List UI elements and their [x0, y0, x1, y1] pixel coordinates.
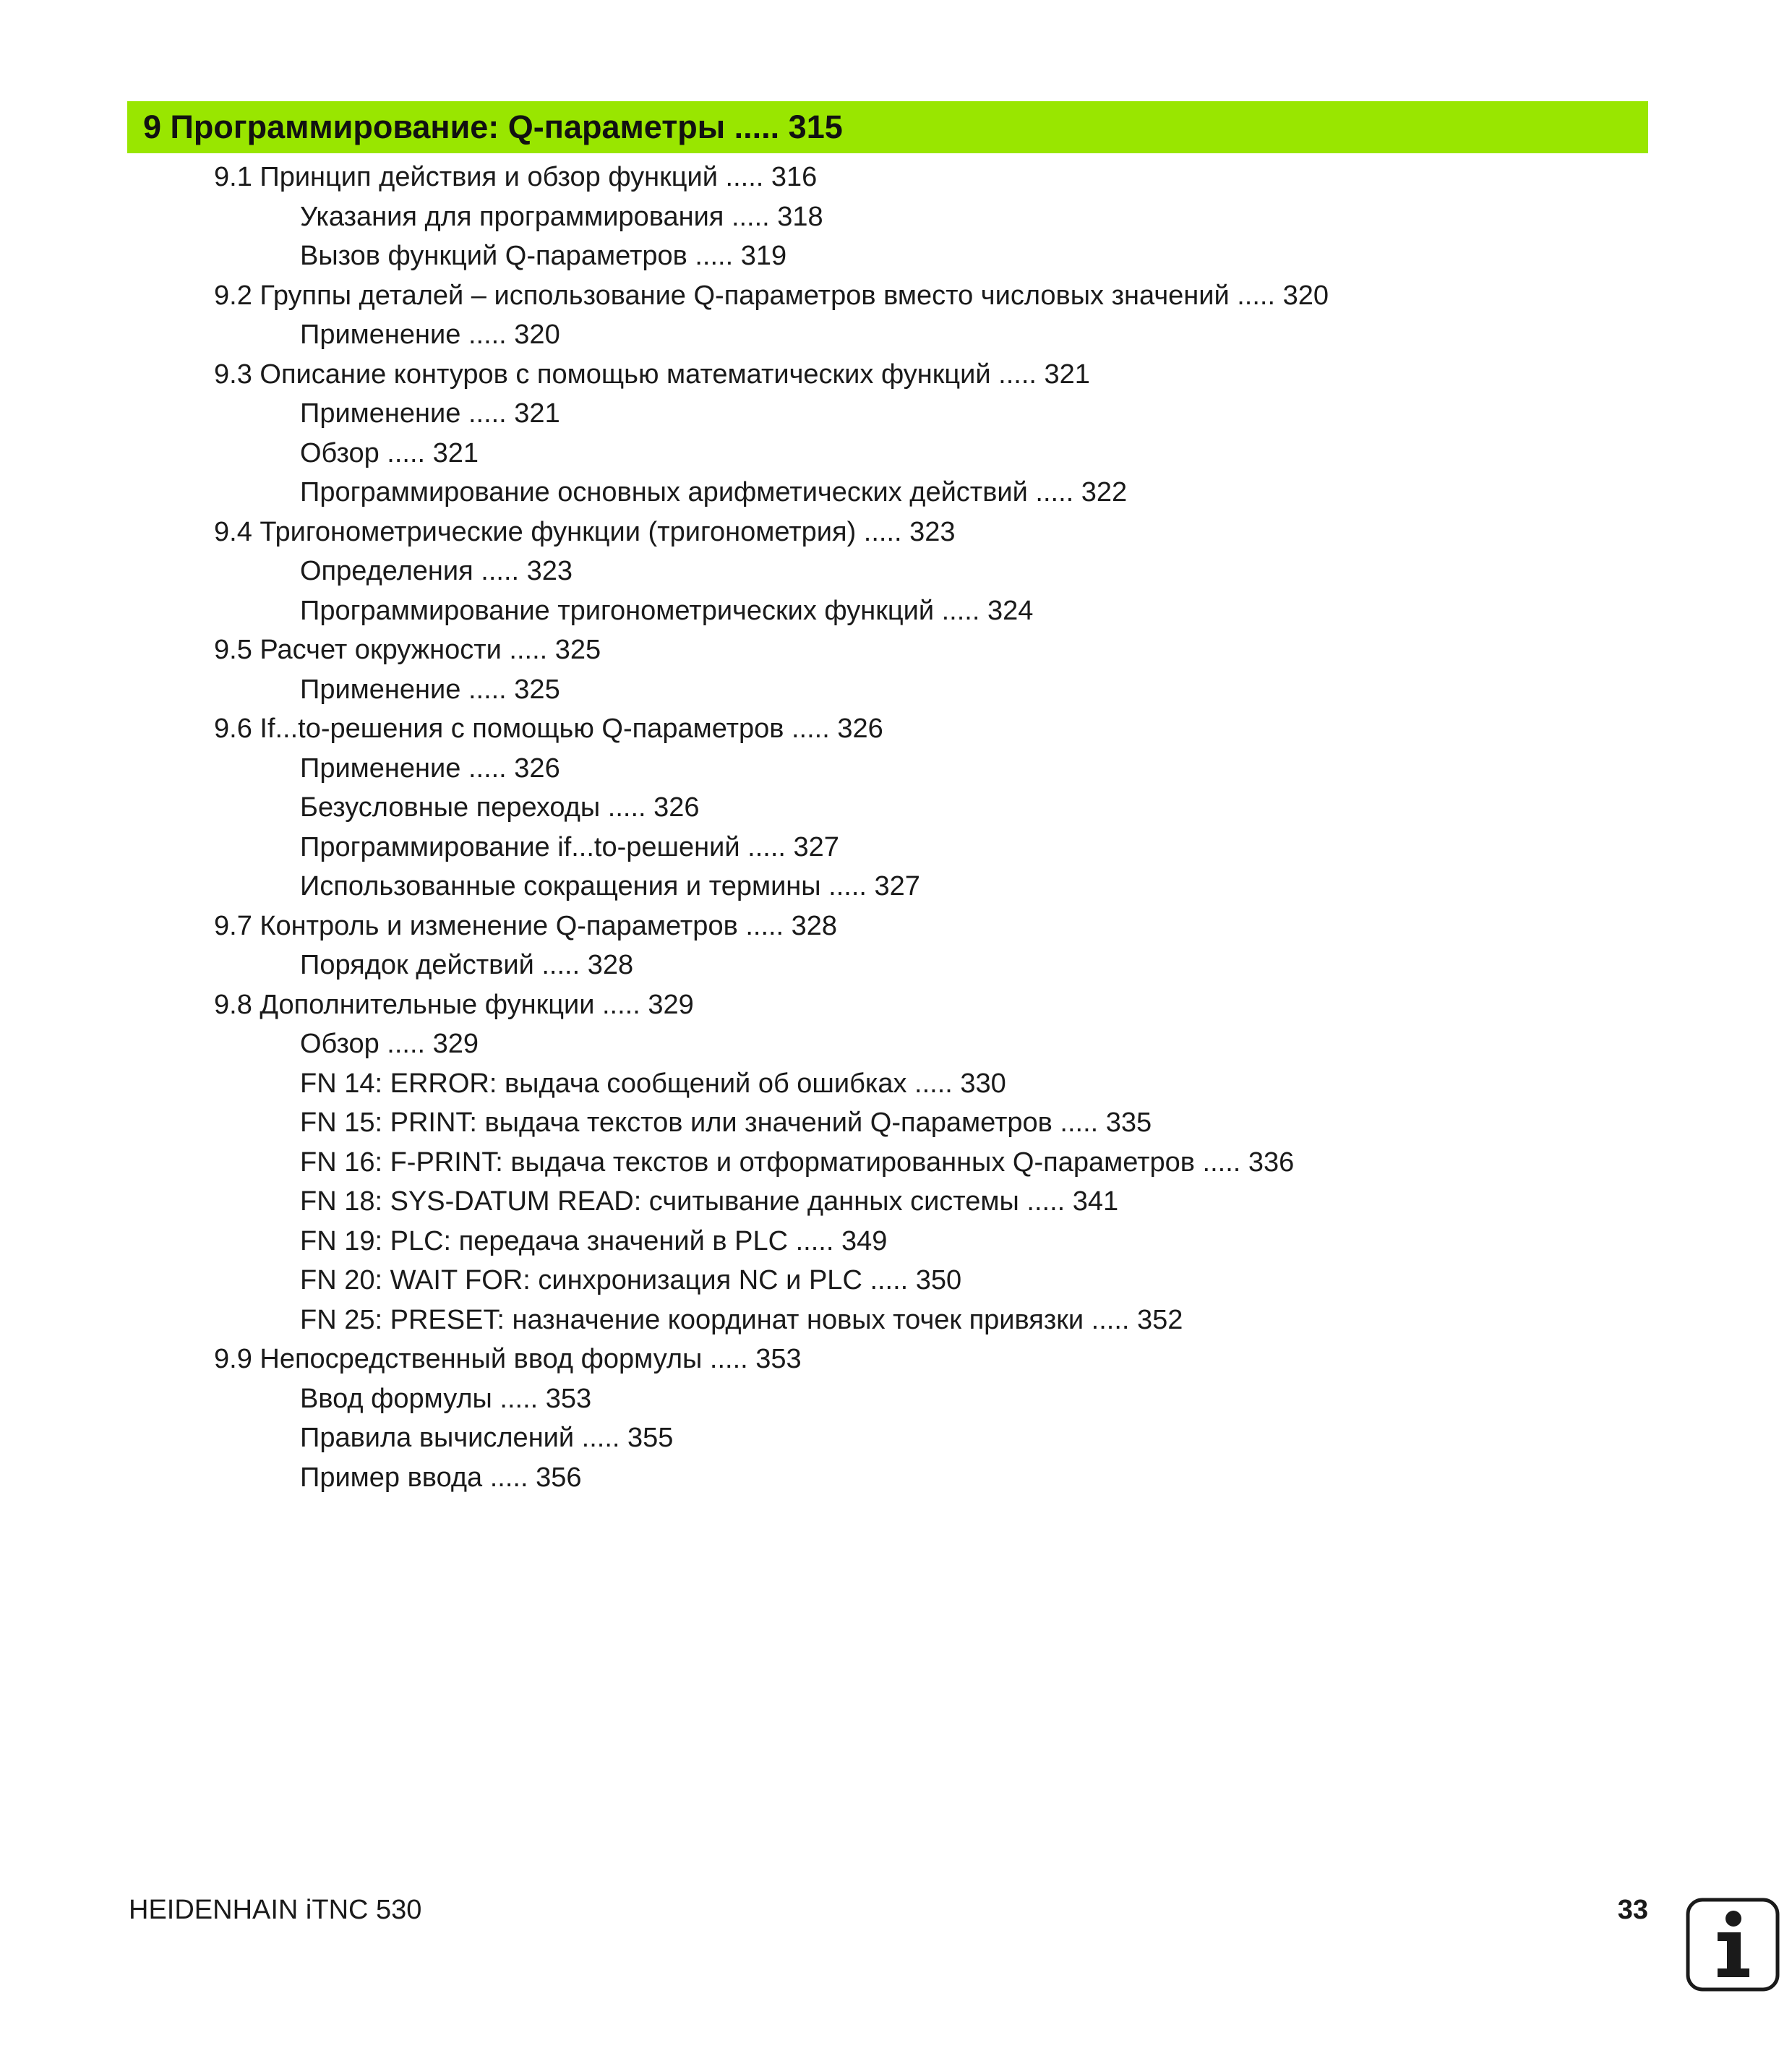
toc-subsection-entry: FN 25: PRESET: назначение координат новых точек привязки ..... 352	[300, 1304, 1183, 1335]
toc-subsection-entry: Применение ..... 326	[300, 753, 560, 784]
toc-section-entry: 9.1 Принцип действия и обзор функций ..... 316	[214, 162, 818, 192]
toc-section-entry: 9.8 Дополнительные функции ..... 329	[214, 989, 694, 1020]
toc-section-entry: 9.5 Расчет окружности ..... 325	[214, 635, 601, 665]
toc-subsection-entry: Программирование if...to-решений ..... 327	[300, 831, 839, 862]
toc-subsection-entry: Порядок действий ..... 328	[300, 950, 634, 980]
chapter-title-banner	[127, 101, 1648, 153]
toc-section-entry: 9.2 Группы деталей – использование Q-параметров вместо числовых значений ..... 320	[214, 280, 1329, 311]
table-of-contents	[0, 158, 1792, 1497]
toc-subsection-entry: FN 19: PLC: передача значений в PLC ..... 349	[300, 1225, 888, 1256]
toc-subsection-entry: Обзор ..... 329	[300, 1029, 479, 1059]
toc-subsection-entry: Применение ..... 325	[300, 674, 560, 705]
toc-subsection-entry: FN 16: F-PRINT: выдача текстов и отформатированных Q-параметров ..... 336	[300, 1147, 1295, 1178]
toc-subsection-entry: Пример ввода ..... 356	[300, 1462, 582, 1493]
toc-section-entry: 9.7 Контроль и изменение Q-параметров ..... 328	[214, 910, 838, 941]
toc-subsection-entry: Применение ..... 321	[300, 398, 560, 429]
footer-brand: HEIDENHAIN iTNC 530	[129, 1895, 422, 1925]
toc-subsection-entry: Указания для программирования ..... 318	[300, 201, 823, 232]
page-number: 33	[1617, 1895, 1648, 1925]
toc-subsection-entry: FN 14: ERROR: выдача сообщений об ошибках ..... 330	[300, 1068, 1006, 1099]
toc-subsection-entry: Безусловные переходы ..... 326	[300, 792, 700, 823]
toc-section-entry: 9.9 Непосредственный ввод формулы ..... 353	[214, 1344, 802, 1374]
toc-section-entry: 9.6 If...to-решения с помощью Q-параметров ..... 326	[214, 714, 883, 744]
toc-subsection-entry: FN 15: PRINT: выдача текстов или значений Q-параметров ..... 335	[300, 1107, 1152, 1138]
toc-subsection-entry: Использованные сокращения и термины ..... 327	[300, 871, 920, 901]
toc-subsection-entry: Вызов функций Q-параметров ..... 319	[300, 241, 787, 271]
toc-subsection-entry: Ввод формулы ..... 353	[300, 1383, 592, 1414]
toc-subsection-entry: Правила вычислений ..... 355	[300, 1423, 674, 1453]
toc-subsection-entry: Программирование основных арифметических действий ..... 322	[300, 477, 1128, 507]
toc-subsection-entry: Применение ..... 320	[300, 320, 560, 350]
toc-subsection-entry: FN 20: WAIT FOR: синхронизация NC и PLC ..... 350	[300, 1265, 962, 1295]
toc-subsection-entry: Программирование тригонометрических функций ..... 324	[300, 595, 1034, 626]
info-i-icon[interactable]	[1686, 1898, 1780, 1992]
toc-subsection-entry: FN 18: SYS-DATUM READ: считывание данных системы ..... 341	[300, 1186, 1119, 1217]
toc-section-entry: 9.3 Описание контуров с помощью математических функций ..... 321	[214, 359, 1090, 390]
chapter-title: 9 Программирование: Q-параметры ..... 315	[143, 108, 843, 145]
toc-section-entry: 9.4 Тригонометрические функции (тригонометрия) ..... 323	[214, 516, 956, 547]
toc-subsection-entry: Определения ..... 323	[300, 556, 573, 586]
toc-subsection-entry: Обзор ..... 321	[300, 437, 479, 468]
